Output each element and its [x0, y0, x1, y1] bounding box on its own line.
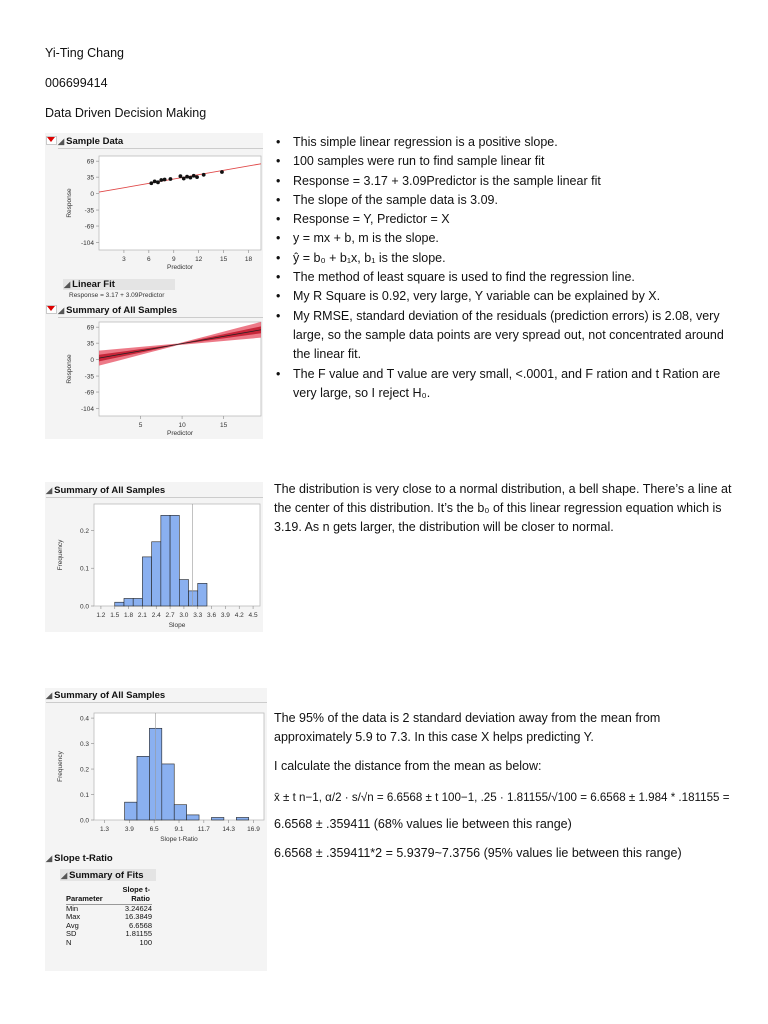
findings-list — [274, 133, 734, 403]
x-tick-label: 3.9 — [124, 826, 134, 833]
y-tick-label: -35 — [84, 373, 94, 381]
histogram-bar — [124, 598, 133, 606]
red-triangle-icon — [47, 137, 55, 142]
y-axis-label: Frequency — [57, 539, 64, 571]
x-tick-label: 9 — [171, 256, 176, 263]
data-point — [188, 176, 192, 180]
disclosure-icon: ◢ — [46, 691, 53, 700]
table-cell: Min — [66, 903, 79, 913]
histogram-bar — [198, 583, 207, 606]
y-tick-label: 0.1 — [79, 565, 89, 573]
data-point — [159, 178, 163, 182]
section3-paragraph-3: 6.6568 ± .359411*2 = 5.9379~7.3756 (95% values lie between this range) — [274, 846, 682, 860]
x-tick-label: 4.2 — [234, 612, 244, 619]
summary-samples-title-3[interactable] — [46, 690, 165, 701]
disclosure-icon: ◢ — [58, 306, 65, 315]
y-tick-label: 0.1 — [79, 792, 89, 800]
x-tick-label: 15 — [219, 422, 228, 429]
y-tick-label: -69 — [84, 389, 94, 397]
disclosure-icon: ◢ — [46, 854, 53, 863]
histogram-bar — [179, 580, 188, 606]
x-tick-label: 1.2 — [96, 612, 106, 619]
table-row — [66, 939, 152, 948]
table-cell: 100 — [139, 937, 152, 947]
list-item: • This simple linear regression is a positive slope. — [274, 133, 734, 152]
table-cell: 3.24624 — [124, 903, 152, 913]
y-tick-label: 0.3 — [79, 741, 89, 749]
table-cell: Max — [66, 912, 81, 922]
x-tick-label: 1.3 — [99, 826, 110, 833]
y-tick-label: -104 — [80, 405, 94, 413]
x-axis-label: Slope — [168, 622, 186, 629]
list-item: • The method of least square is used to find the regression line. — [274, 268, 734, 287]
x-tick-label: 14.3 — [222, 826, 235, 833]
slope-tratio-title-text: Slope t-Ratio — [54, 853, 113, 864]
column-header: Slope t-Ratio — [122, 885, 150, 903]
summary-fit-band-chart — [57, 318, 263, 440]
x-tick-label: 2.1 — [137, 612, 147, 619]
fits-table — [66, 886, 152, 948]
linear-fit-title[interactable] — [64, 279, 115, 290]
y-axis-label: Response — [66, 188, 73, 218]
summary-samples-title-2-text: Summary of All Samples — [54, 485, 166, 496]
data-point — [169, 177, 173, 181]
x-tick-label: 18 — [244, 256, 253, 263]
list-item: • The F value and T value are very small, <.0001, and F ration and t Ration are very large, so I reject H₀. — [274, 365, 734, 404]
slope-tratio-title[interactable] — [46, 853, 113, 864]
data-point — [202, 173, 206, 177]
course-title: Data Driven Decision Making — [45, 106, 207, 120]
y-tick-label: 35 — [86, 340, 94, 348]
table-cell: Avg — [66, 920, 79, 930]
table-cell: SD — [66, 929, 77, 939]
histogram-bar — [152, 542, 161, 606]
disclosure-icon: ◢ — [64, 280, 71, 289]
x-tick-label: 10 — [178, 422, 186, 429]
histogram-bar — [170, 515, 179, 606]
y-tick-label: -35 — [84, 207, 94, 215]
histogram-bar — [189, 591, 198, 606]
data-point — [149, 181, 153, 185]
summary-samples-title-2[interactable] — [46, 485, 165, 496]
sample-data-scatter — [57, 150, 263, 274]
plot-area — [99, 156, 261, 250]
disclosure-icon: ◢ — [58, 137, 65, 146]
x-tick-label: 4.5 — [248, 612, 258, 619]
slope-histogram — [50, 498, 263, 632]
histogram-bar — [162, 764, 174, 820]
list-item: • My R Square is 0.92, very large, Y variable can be explained by X. — [274, 287, 734, 306]
histogram-bar — [125, 802, 137, 820]
list-item: • 100 samples were run to find sample linear fit — [274, 152, 734, 171]
y-tick-label: 69 — [86, 324, 94, 332]
data-point — [220, 170, 224, 174]
table-cell: N — [66, 937, 72, 947]
divider — [58, 148, 263, 149]
x-tick-label: 5 — [138, 422, 143, 429]
summary-samples-title-text: Summary of All Samples — [66, 305, 178, 316]
x-axis-label: Predictor — [166, 264, 194, 271]
y-tick-label: 0.2 — [79, 527, 89, 535]
red-triangle-icon — [47, 306, 55, 311]
tratio-histogram — [50, 703, 267, 848]
x-tick-label: 12 — [195, 256, 203, 263]
x-axis-label: Slope t-Ratio — [160, 836, 198, 843]
y-axis-label: Response — [66, 354, 73, 384]
section2-paragraph: The distribution is very close to a normal distribution, a bell shape. There’s a line at the center of this distribution. It’s the b₀ of this linear regression equation which is 3.19. As n gets larger, the distribution will be closer to normal. — [274, 482, 732, 534]
list-item: • My RMSE, standard deviation of the residuals (prediction errors) is 2.08, very large, so the sample data points are very spread out, not concentrated around the linear fit. — [274, 307, 734, 365]
summary-samples-title-3-text: Summary of All Samples — [54, 690, 166, 701]
x-tick-label: 3 — [122, 256, 126, 263]
data-point — [153, 179, 157, 183]
section3-paragraph-1: The 95% of the data is 2 standard deviation away from the mean from approximately 5.9 to 7.3. In this case X helps predicting Y. — [274, 711, 661, 744]
list-item: • The slope of the sample data is 3.09. — [274, 191, 734, 210]
sample-data-title-text: Sample Data — [66, 136, 124, 147]
x-tick-label: 16.9 — [247, 826, 260, 833]
section3-paragraph-2: I calculate the distance from the mean as below: — [274, 759, 542, 773]
histogram-bar — [187, 815, 199, 820]
x-tick-label: 3.3 — [193, 612, 203, 619]
table-cell: 6.6568 — [129, 920, 152, 930]
x-axis-label: Predictor — [166, 430, 194, 437]
data-point — [163, 178, 167, 182]
y-axis-label: Frequency — [57, 751, 64, 782]
formula-line-2: 6.6568 ± .359411 (68% values lie between this range) — [274, 817, 572, 831]
data-point — [182, 177, 186, 181]
y-tick-label: 69 — [86, 158, 94, 166]
x-tick-label: 2.4 — [151, 612, 161, 619]
x-tick-label: 15 — [219, 256, 228, 263]
y-tick-label: 0.0 — [79, 817, 89, 825]
data-point — [192, 174, 196, 178]
formula-line-1: x̄ ± t n−1, α/2 · s/√n = 6.6568 ± t 100−1, .25 · 1.81155/√100 = 6.6568 ± 1.984 * .181155 = — [274, 791, 730, 804]
author-name: Yi-Ting Chang — [45, 46, 124, 60]
histogram-bar — [133, 598, 142, 606]
summary-fits-title[interactable] — [61, 870, 144, 881]
x-tick-label: 3.9 — [220, 612, 230, 619]
column-header: Parameter — [66, 894, 103, 903]
histogram-bar — [236, 817, 248, 820]
student-id: 006699414 — [45, 76, 108, 90]
list-item: • ŷ = b₀ + b₁x, b₁ is the slope. — [274, 249, 734, 268]
x-tick-label: 11.7 — [197, 826, 210, 833]
histogram-bar — [115, 602, 124, 606]
x-tick-label: 1.8 — [124, 612, 134, 619]
x-tick-label: 6.5 — [149, 826, 159, 833]
list-item: • Response = 3.17 + 3.09Predictor is the sample linear fit — [274, 172, 734, 191]
disclosure-icon: ◢ — [46, 486, 53, 495]
histogram-bar — [137, 756, 149, 820]
x-tick-label: 3.0 — [179, 612, 189, 619]
x-tick-label: 9.1 — [174, 826, 184, 833]
x-tick-label: 6 — [147, 256, 151, 263]
y-tick-label: 0.4 — [79, 715, 89, 723]
summary-fits-title-text: Summary of Fits — [69, 870, 144, 881]
x-tick-label: 3.6 — [207, 612, 217, 619]
linear-fit-equation: Response = 3.17 + 3.09Predictor — [69, 292, 165, 299]
linear-fit-title-text: Linear Fit — [72, 279, 115, 290]
histogram-bar — [142, 557, 151, 606]
list-item: • y = mx + b, m is the slope. — [274, 229, 734, 248]
histogram-bar — [211, 817, 223, 820]
list-item: • Response = Y, Predictor = X — [274, 210, 734, 229]
y-tick-label: 0.2 — [79, 766, 89, 774]
x-tick-label: 2.7 — [165, 612, 175, 619]
sample-data-title[interactable] — [58, 136, 123, 147]
table-cell: 1.81155 — [125, 929, 152, 939]
data-point — [179, 174, 183, 178]
data-point — [185, 175, 189, 179]
table-header — [66, 886, 152, 904]
y-tick-label: -104 — [80, 239, 94, 247]
x-tick-label: 1.5 — [110, 612, 120, 619]
summary-samples-title[interactable] — [58, 305, 177, 316]
table-cell: 16.3849 — [124, 912, 152, 922]
plot-area — [94, 713, 264, 820]
y-tick-label: 0.0 — [79, 603, 89, 611]
y-tick-label: 0 — [90, 357, 94, 365]
histogram-bar — [161, 515, 170, 606]
data-point — [195, 175, 199, 179]
histogram-bar — [174, 805, 186, 820]
y-tick-label: 35 — [86, 174, 94, 182]
disclosure-icon: ◢ — [61, 871, 68, 880]
y-tick-label: 0 — [90, 191, 94, 199]
y-tick-label: -69 — [84, 223, 94, 231]
data-point — [156, 180, 160, 184]
